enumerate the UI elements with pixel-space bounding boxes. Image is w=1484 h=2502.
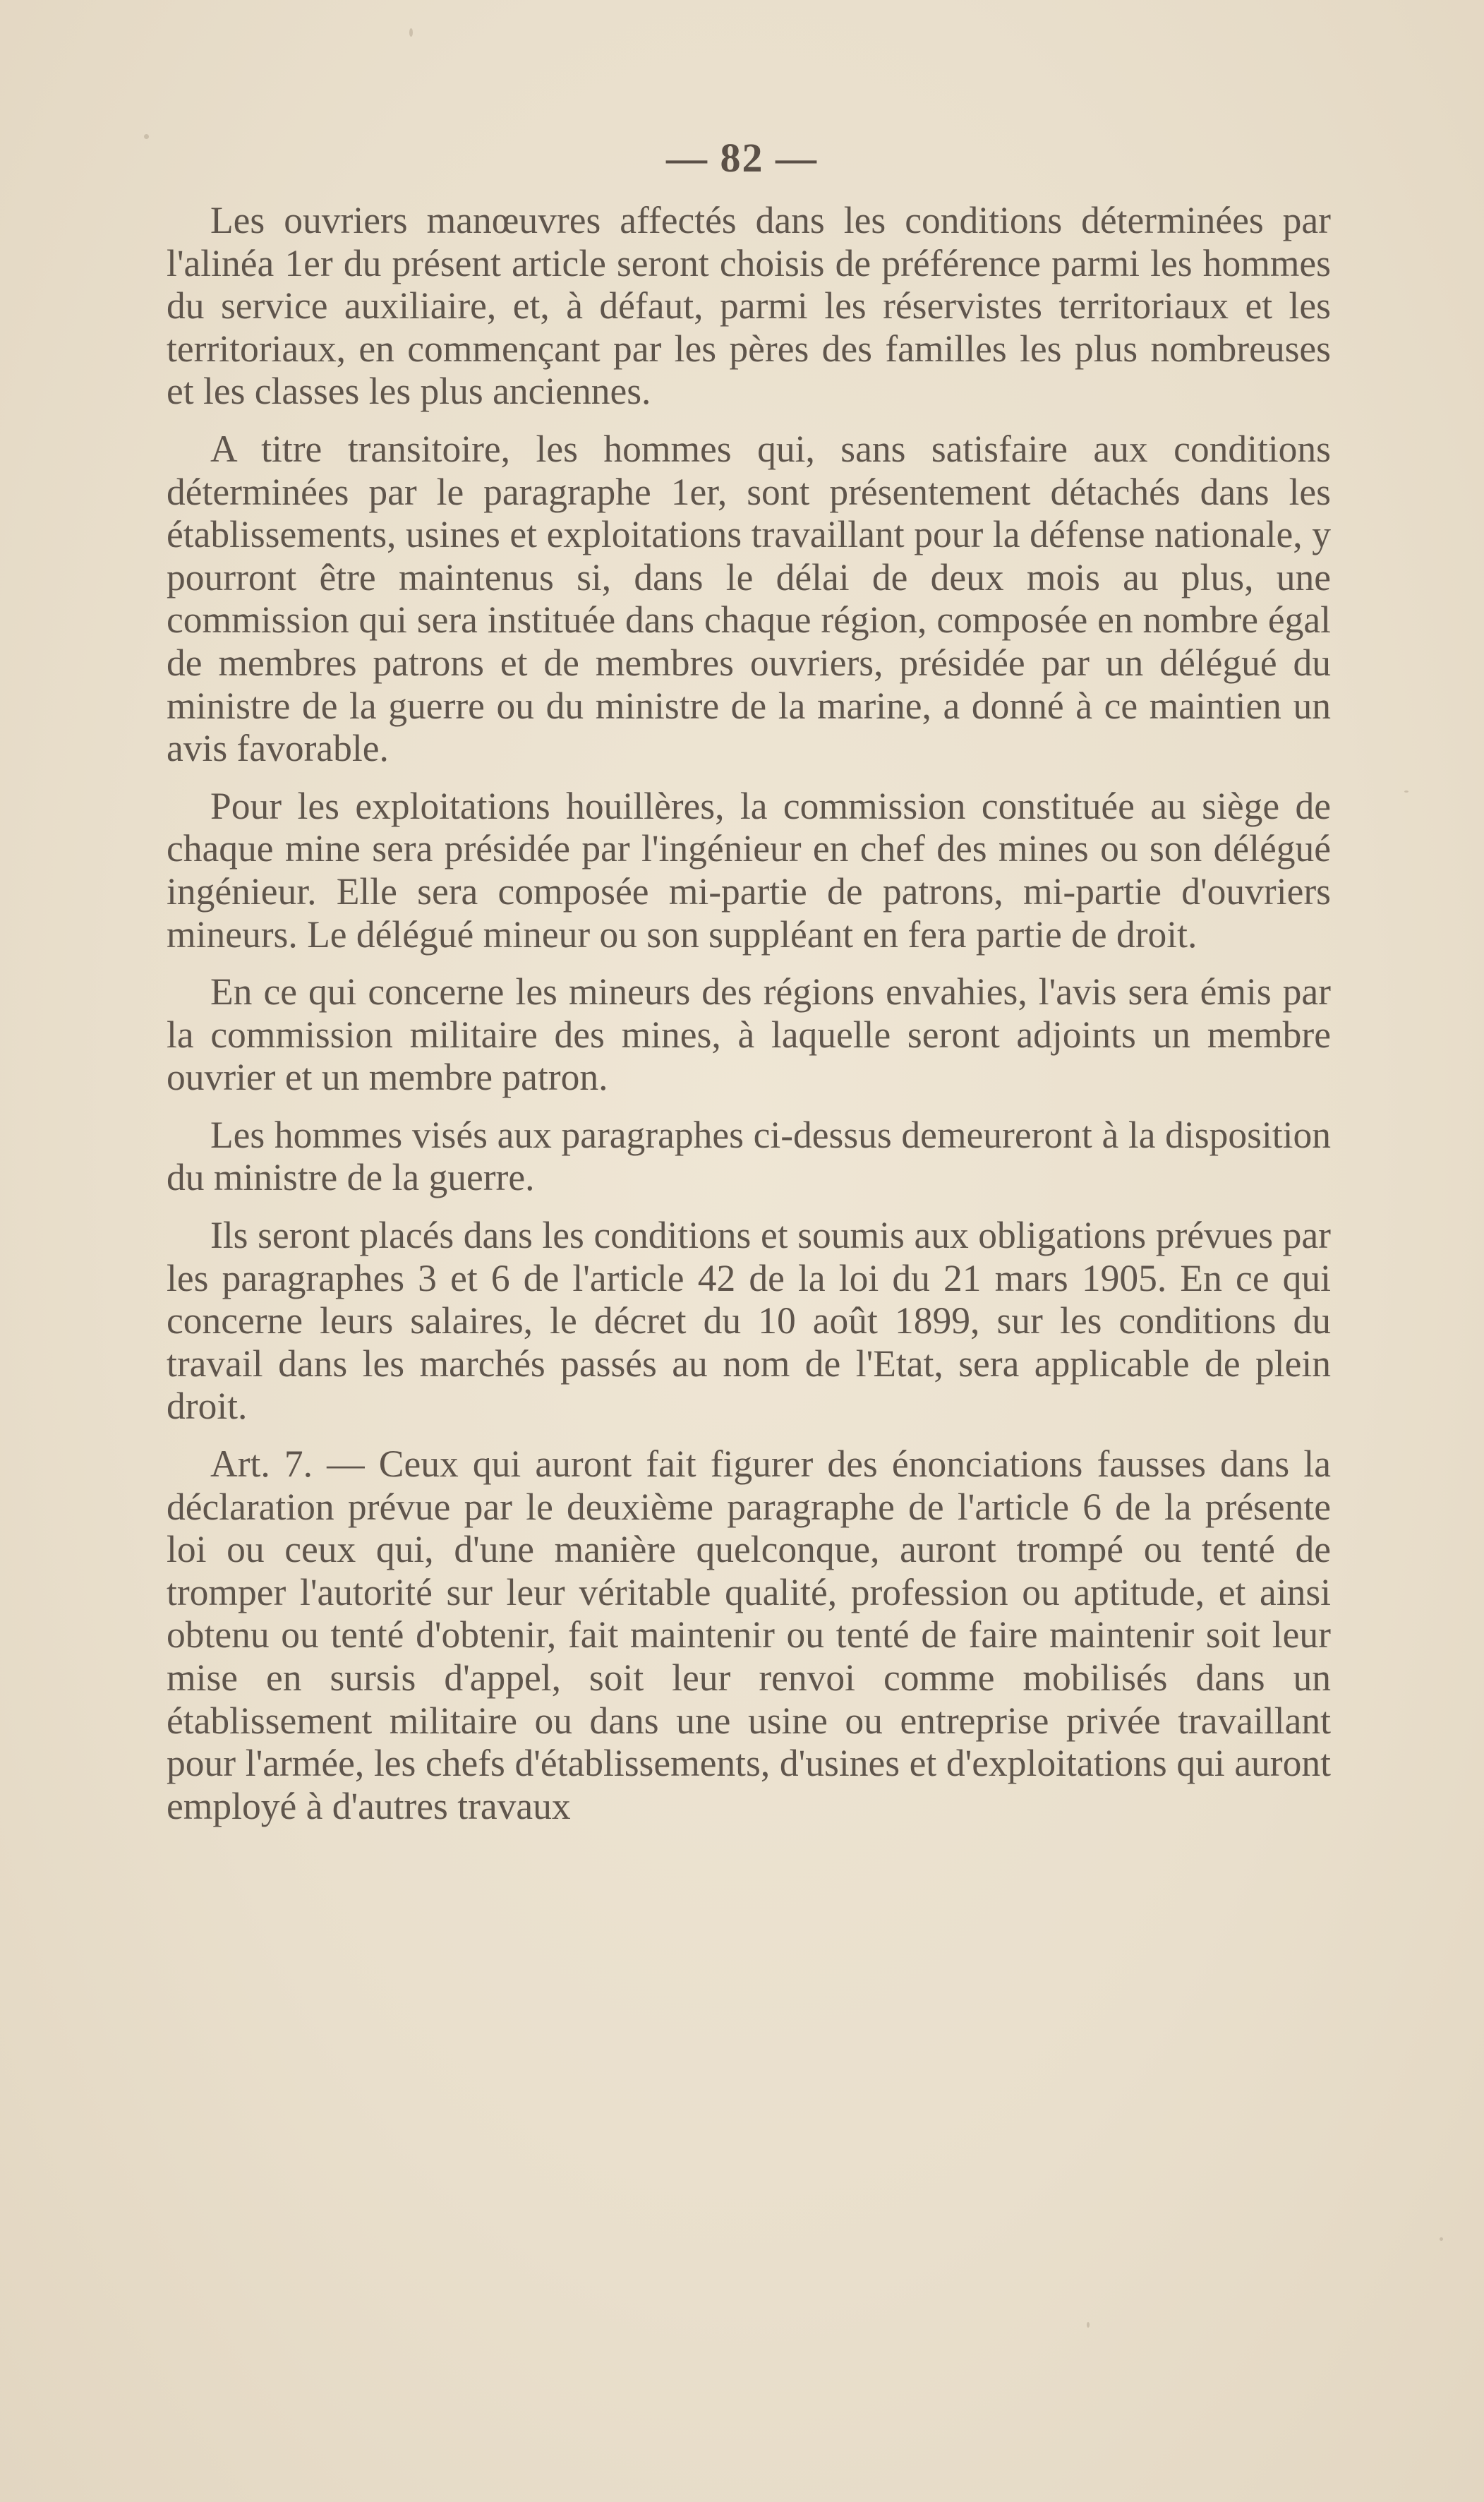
paragraph: Ils seront placés dans les conditions et soumis aux obligations prévues par les paragraphes 3 et 6 de l'article 42 de la loi du 21 mars 1905. En ce qui concerne leurs salaires, le décret du 10 août 1899, sur les conditions du travail dans les marchés passés au nom de l'Etat, sera applicable de plein droit.: [167, 1214, 1331, 1428]
paragraph: A titre transitoire, les hommes qui, sans satisfaire aux conditions déterminées par le paragraphe 1er, sont présentement détachés dans les établissements, usines et exploitations travaillant pour la défense nationale, y pourront être maintenus si, dans le délai de deux mois au plus, une commission qui sera instituée dans chaque région, composée en nombre égal de membres patrons et de membres ouvriers, présidée par un délégué du ministre de la guerre ou du ministre de la marine, a donné à ce maintien un avis favorable.: [167, 427, 1331, 770]
paragraph: Les hommes visés aux paragraphes ci-dessus demeureront à la disposition du ministre de la guerre.: [167, 1113, 1331, 1199]
paper-speck: [144, 134, 149, 139]
paragraph: Pour les exploitations houillères, la commission constituée au siège de chaque mine sera présidée par l'ingénieur en chef des mines ou son délégué ingénieur. Elle sera composée mi-partie de patrons, mi-partie d'ouvriers mineurs. Le délégué mineur ou son suppléant en fera partie de droit.: [167, 784, 1331, 956]
paragraph: En ce qui concerne les mineurs des régions envahies, l'avis sera émis par la commission militaire des mines, à laquelle seront adjoints un membre ouvrier et un membre patron.: [167, 970, 1331, 1099]
paragraph: Art. 7. — Ceux qui auront fait figurer des énonciations fausses dans la déclaration prévue par le deuxième paragraphe de l'article 6 de la présente loi ou ceux qui, d'une manière quelconque, auront trompé ou tenté de tromper l'autorité sur leur véritable qualité, profession ou aptitude, et ainsi obtenu ou tenté d'obtenir, fait maintenir ou tenté de faire maintenir soit leur mise en sursis d'appel, soit leur renvoi comme mobilisés dans un établissement militaire ou dans une usine ou entreprise privée travaillant pour l'armée, les chefs d'établissements, d'usines et d'exploitations qui auront employé à d'autres travaux: [167, 1443, 1331, 1827]
page-number: — 82 —: [666, 135, 818, 181]
paragraph: Les ouvriers manœuvres affectés dans les conditions déterminées par l'alinéa 1er du présent article seront choisis de préférence parmi les hommes du service auxiliaire, et, à défaut, parmi les réservistes territoriaux et les territoriaux, en commençant par les pères des familles les plus nombreuses et les classes les plus anciennes.: [167, 199, 1331, 413]
paper-speck: [1440, 2237, 1443, 2241]
paper-speck: [409, 28, 413, 37]
paper-speck: [1087, 2322, 1090, 2328]
body-text: [167, 199, 1331, 1827]
paper-speck: [1404, 790, 1408, 793]
